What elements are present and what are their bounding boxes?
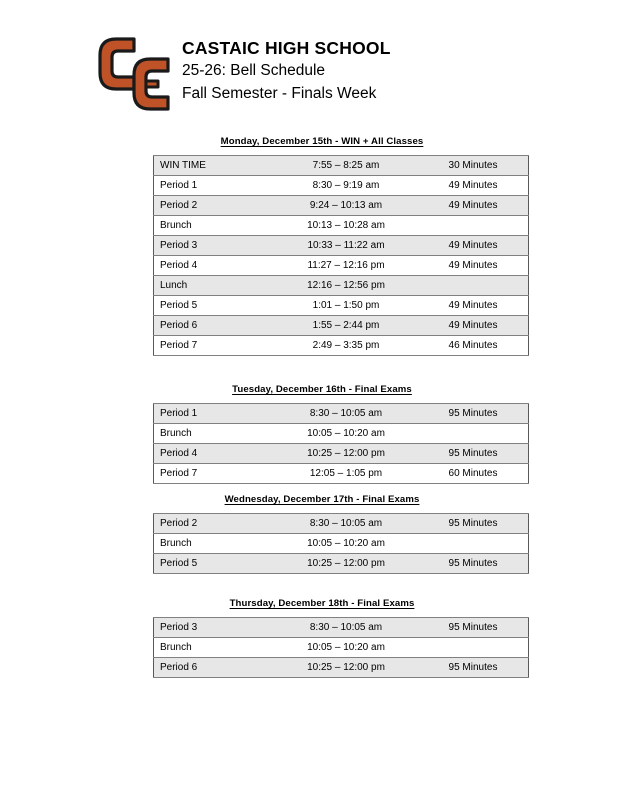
- table-row: [154, 424, 529, 444]
- period-time-cell: 12:05 – 1:05 pm: [274, 464, 418, 484]
- period-time-cell: 8:30 – 10:05 am: [274, 514, 418, 534]
- period-duration-cell: [418, 424, 529, 444]
- period-duration-cell: [418, 638, 529, 658]
- period-time-cell: 8:30 – 10:05 am: [274, 404, 418, 424]
- period-label-cell: Brunch: [154, 216, 275, 236]
- period-time-cell: 8:30 – 10:05 am: [274, 618, 418, 638]
- table-row: [154, 554, 529, 574]
- period-time-cell: 10:05 – 10:20 am: [274, 638, 418, 658]
- period-time-cell: 8:30 – 9:19 am: [274, 176, 418, 196]
- period-label-cell: Period 7: [154, 464, 275, 484]
- period-duration-cell: [418, 534, 529, 554]
- period-time-cell: 10:05 – 10:20 am: [274, 534, 418, 554]
- period-label-cell: Period 3: [154, 618, 275, 638]
- table-row: [154, 404, 529, 424]
- table-row: [154, 176, 529, 196]
- period-duration-cell: [418, 276, 529, 296]
- period-time-cell: 1:01 – 1:50 pm: [274, 296, 418, 316]
- table-row: [154, 216, 529, 236]
- period-duration-cell: 49 Minutes: [418, 316, 529, 336]
- period-duration-cell: 49 Minutes: [418, 176, 529, 196]
- period-label-cell: Period 1: [154, 404, 275, 424]
- period-time-cell: 9:24 – 10:13 am: [274, 196, 418, 216]
- schedule-day-heading: Wednesday, December 17th - Final Exams: [224, 494, 420, 505]
- period-time-cell: 10:33 – 11:22 am: [274, 236, 418, 256]
- schedule-subtitle-year: 25-26: Bell Schedule: [182, 62, 326, 79]
- period-time-cell: 11:27 – 12:16 pm: [274, 256, 418, 276]
- table-row: [154, 638, 529, 658]
- table-row: [154, 514, 529, 534]
- castaic-cc-logo-icon: [96, 33, 174, 115]
- table-row: [154, 464, 529, 484]
- period-duration-cell: 95 Minutes: [418, 658, 529, 678]
- period-time-cell: 10:25 – 12:00 pm: [274, 444, 418, 464]
- period-label-cell: Brunch: [154, 638, 275, 658]
- schedule-day-heading: Monday, December 15th - WIN + All Classes: [220, 136, 424, 147]
- period-duration-cell: 49 Minutes: [418, 256, 529, 276]
- period-duration-cell: 95 Minutes: [418, 404, 529, 424]
- period-time-cell: 12:16 – 12:56 pm: [274, 276, 418, 296]
- period-duration-cell: [418, 216, 529, 236]
- schedule-table: [153, 617, 529, 678]
- period-label-cell: Period 4: [154, 256, 275, 276]
- period-duration-cell: 49 Minutes: [418, 196, 529, 216]
- period-label-cell: Lunch: [154, 276, 275, 296]
- school-name: CASTAIC HIGH SCHOOL: [182, 38, 391, 58]
- period-label-cell: Period 4: [154, 444, 275, 464]
- schedule-subtitle-term: Fall Semester - Finals Week: [182, 85, 377, 102]
- schedule-block: [153, 598, 498, 678]
- period-label-cell: Period 7: [154, 336, 275, 356]
- page-header: [96, 33, 391, 115]
- table-row: [154, 276, 529, 296]
- period-time-cell: 10:25 – 12:00 pm: [274, 554, 418, 574]
- table-row: [154, 534, 529, 554]
- period-duration-cell: 95 Minutes: [418, 444, 529, 464]
- period-time-cell: 10:13 – 10:28 am: [274, 216, 418, 236]
- period-duration-cell: 49 Minutes: [418, 296, 529, 316]
- schedule-block: [153, 136, 498, 356]
- table-row: [154, 618, 529, 638]
- period-time-cell: 7:55 – 8:25 am: [274, 156, 418, 176]
- period-duration-cell: 49 Minutes: [418, 236, 529, 256]
- schedule-block: [153, 494, 498, 574]
- table-row: [154, 196, 529, 216]
- table-row: [154, 316, 529, 336]
- header-text-group: [182, 33, 391, 105]
- period-duration-cell: 95 Minutes: [418, 514, 529, 534]
- period-label-cell: Period 6: [154, 658, 275, 678]
- schedule-table: [153, 403, 529, 484]
- table-row: [154, 658, 529, 678]
- period-duration-cell: 30 Minutes: [418, 156, 529, 176]
- table-row: [154, 444, 529, 464]
- period-time-cell: 10:25 – 12:00 pm: [274, 658, 418, 678]
- period-duration-cell: 95 Minutes: [418, 618, 529, 638]
- period-time-cell: 2:49 – 3:35 pm: [274, 336, 418, 356]
- schedule-table: [153, 155, 529, 356]
- period-label-cell: Period 5: [154, 554, 275, 574]
- period-duration-cell: 95 Minutes: [418, 554, 529, 574]
- period-label-cell: Period 5: [154, 296, 275, 316]
- table-row: [154, 256, 529, 276]
- table-row: [154, 236, 529, 256]
- period-label-cell: Brunch: [154, 534, 275, 554]
- schedule-block: [153, 384, 498, 484]
- period-label-cell: Period 3: [154, 236, 275, 256]
- period-label-cell: Period 6: [154, 316, 275, 336]
- period-label-cell: WIN TIME: [154, 156, 275, 176]
- schedule-table: [153, 513, 529, 574]
- table-row: [154, 296, 529, 316]
- table-row: [154, 156, 529, 176]
- schedule-day-heading: Tuesday, December 16th - Final Exams: [232, 384, 412, 395]
- period-time-cell: 1:55 – 2:44 pm: [274, 316, 418, 336]
- period-time-cell: 10:05 – 10:20 am: [274, 424, 418, 444]
- period-label-cell: Period 1: [154, 176, 275, 196]
- period-duration-cell: 60 Minutes: [418, 464, 529, 484]
- period-duration-cell: 46 Minutes: [418, 336, 529, 356]
- period-label-cell: Period 2: [154, 514, 275, 534]
- period-label-cell: Period 2: [154, 196, 275, 216]
- period-label-cell: Brunch: [154, 424, 275, 444]
- schedule-day-heading: Thursday, December 18th - Final Exams: [229, 598, 415, 609]
- table-row: [154, 336, 529, 356]
